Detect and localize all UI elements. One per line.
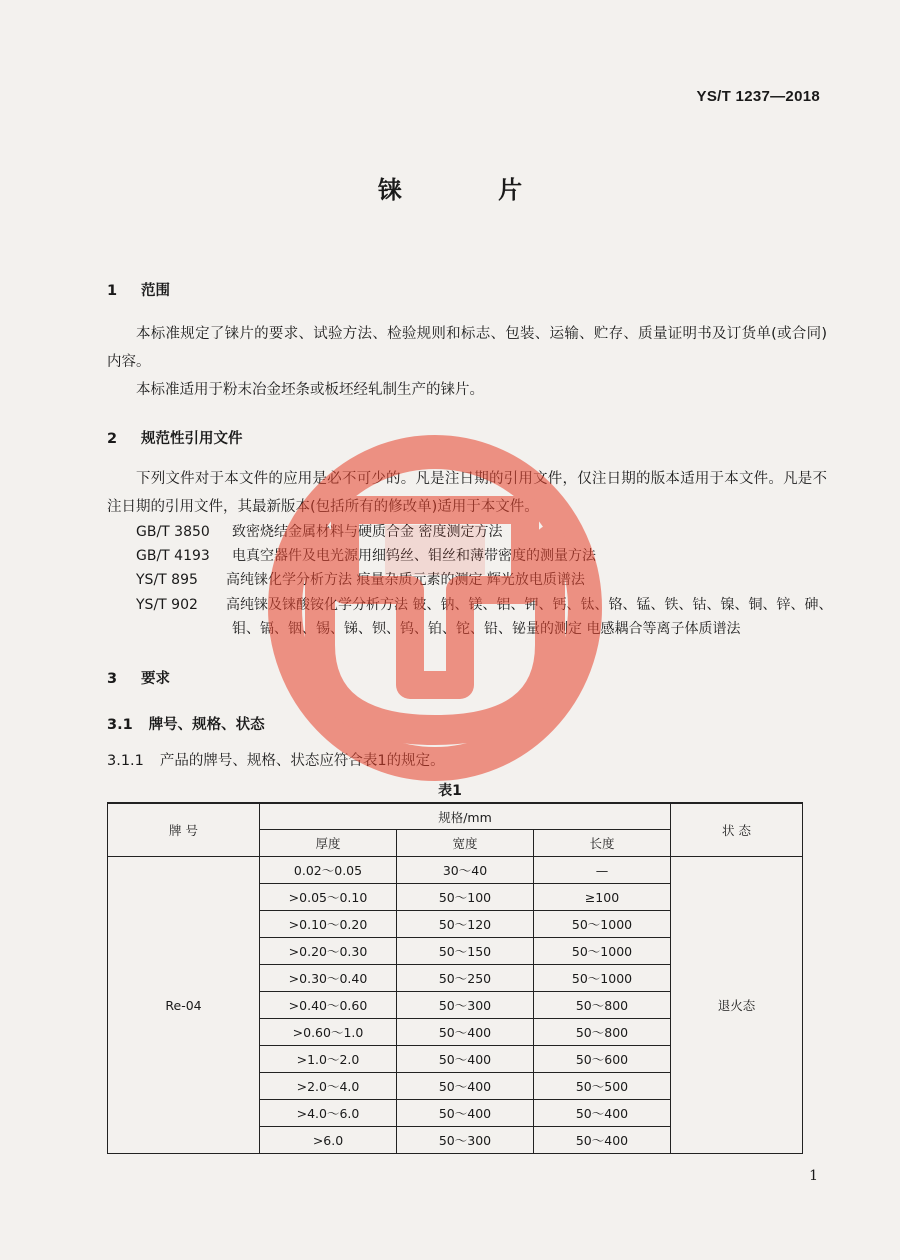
reference-item [136, 569, 585, 589]
section-number: 3.1 [107, 717, 133, 733]
reference-code: GB/T 4193 [136, 548, 210, 564]
cell-length: 50～600 [534, 1046, 671, 1073]
cell-thickness: >6.0 [260, 1127, 397, 1154]
cell-width: 50～400 [397, 1100, 534, 1127]
cell-width: 50～300 [397, 992, 534, 1019]
cell-thickness: >4.0～6.0 [260, 1100, 397, 1127]
cell-width: 30～40 [397, 857, 534, 884]
cell-width: 50～150 [397, 938, 534, 965]
section-1-paragraph-1: 本标准规定了铼片的要求、试验方法、检验规则和标志、包装、运输、贮存、质量证明书及订货单(或合同)内容。 [107, 326, 827, 370]
clause-text: 产品的牌号、规格、状态应符合表1的规定。 [159, 753, 445, 769]
cell-thickness: >2.0～4.0 [260, 1073, 397, 1100]
page-title: 铼 片 [377, 176, 567, 204]
table-caption: 表1 [438, 783, 462, 799]
header-width: 宽度 [397, 830, 534, 857]
clause-number: 3.1.1 [107, 753, 144, 769]
cell-length: 50～800 [534, 1019, 671, 1046]
header-state: 状 态 [671, 803, 803, 857]
cell-thickness: >0.20～0.30 [260, 938, 397, 965]
header-grade: 牌 号 [108, 803, 260, 857]
reference-code: GB/T 3850 [136, 524, 210, 540]
section-3-1-heading [107, 713, 265, 734]
section-title: 要求 [141, 671, 170, 687]
reference-title: 高纯铼化学分析方法 痕量杂质元素的测定 辉光放电质谱法 [226, 572, 585, 588]
cell-width: 50～400 [397, 1019, 534, 1046]
cell-width: 50～300 [397, 1127, 534, 1154]
cell-grade: Re-04 [108, 857, 260, 1154]
cell-length: 50～800 [534, 992, 671, 1019]
header-length: 长度 [534, 830, 671, 857]
cell-thickness: >0.05～0.10 [260, 884, 397, 911]
cell-length: 50～400 [534, 1127, 671, 1154]
section-title: 范围 [141, 283, 170, 299]
cell-state: 退火态 [671, 857, 803, 1154]
reference-item [136, 545, 596, 565]
cell-width: 50～100 [397, 884, 534, 911]
table-header-row [108, 803, 803, 830]
reference-title: 电真空器件及电光源用细钨丝、钼丝和薄带密度的测量方法 [232, 548, 596, 564]
section-2-paragraph: 下列文件对于本文件的应用是必不可少的。凡是注日期的引用文件，仅注日期的版本适用于本文件。凡是不注日期的引用文件，其最新版本(包括所有的修改单)适用于本文件。 [107, 471, 827, 515]
reference-title: 致密烧结金属材料与硬质合金 密度测定方法 [232, 524, 503, 540]
cell-length: 50～1000 [534, 938, 671, 965]
cell-width: 50～120 [397, 911, 534, 938]
page-number: 1 [809, 1168, 818, 1184]
cell-length: 50～1000 [534, 965, 671, 992]
reference-code: YS/T 902 [136, 597, 198, 613]
cell-length: — [534, 857, 671, 884]
spec-table [107, 802, 803, 1154]
clause-3-1-1 [107, 749, 445, 770]
reference-title: 高纯铼及铼酸铵化学分析方法 铍、钠、镁、铝、钾、钙、钛、铬、锰、铁、钴、镍、铜、锌、砷、 [226, 597, 833, 613]
section-2-heading [107, 427, 243, 448]
section-1-paragraph-2: 本标准适用于粉末冶金坯条或板坯经轧制生产的铼片。 [136, 382, 484, 398]
header-thickness: 厚度 [260, 830, 397, 857]
cell-width: 50～400 [397, 1046, 534, 1073]
section-title: 规范性引用文件 [141, 431, 243, 447]
cell-thickness: >0.40～0.60 [260, 992, 397, 1019]
cell-length: 50～1000 [534, 911, 671, 938]
section-number: 1 [107, 283, 118, 299]
standard-code: YS/T 1237—2018 [696, 88, 820, 105]
reference-item [136, 521, 502, 541]
reference-item [136, 594, 832, 614]
section-number: 3 [107, 671, 118, 687]
cell-thickness: >0.60～1.0 [260, 1019, 397, 1046]
cell-length: 50～400 [534, 1100, 671, 1127]
cell-thickness: >0.30～0.40 [260, 965, 397, 992]
cell-thickness: >0.10～0.20 [260, 911, 397, 938]
reference-code: YS/T 895 [136, 572, 198, 588]
cell-length: ≥100 [534, 884, 671, 911]
cell-thickness: 0.02～0.05 [260, 857, 397, 884]
cell-width: 50～250 [397, 965, 534, 992]
cell-thickness: >1.0～2.0 [260, 1046, 397, 1073]
section-title: 牌号、规格、状态 [148, 717, 265, 733]
cell-width: 50～400 [397, 1073, 534, 1100]
section-3-heading [107, 667, 170, 688]
reference-continuation: 钼、镉、铟、锡、锑、钡、钨、铂、铊、铅、铋量的测定 电感耦合等离子体质谱法 [232, 621, 741, 637]
header-spec: 规格/mm [260, 803, 671, 830]
section-1-heading [107, 279, 170, 300]
table-row [108, 857, 803, 884]
cell-length: 50～500 [534, 1073, 671, 1100]
section-number: 2 [107, 431, 118, 447]
